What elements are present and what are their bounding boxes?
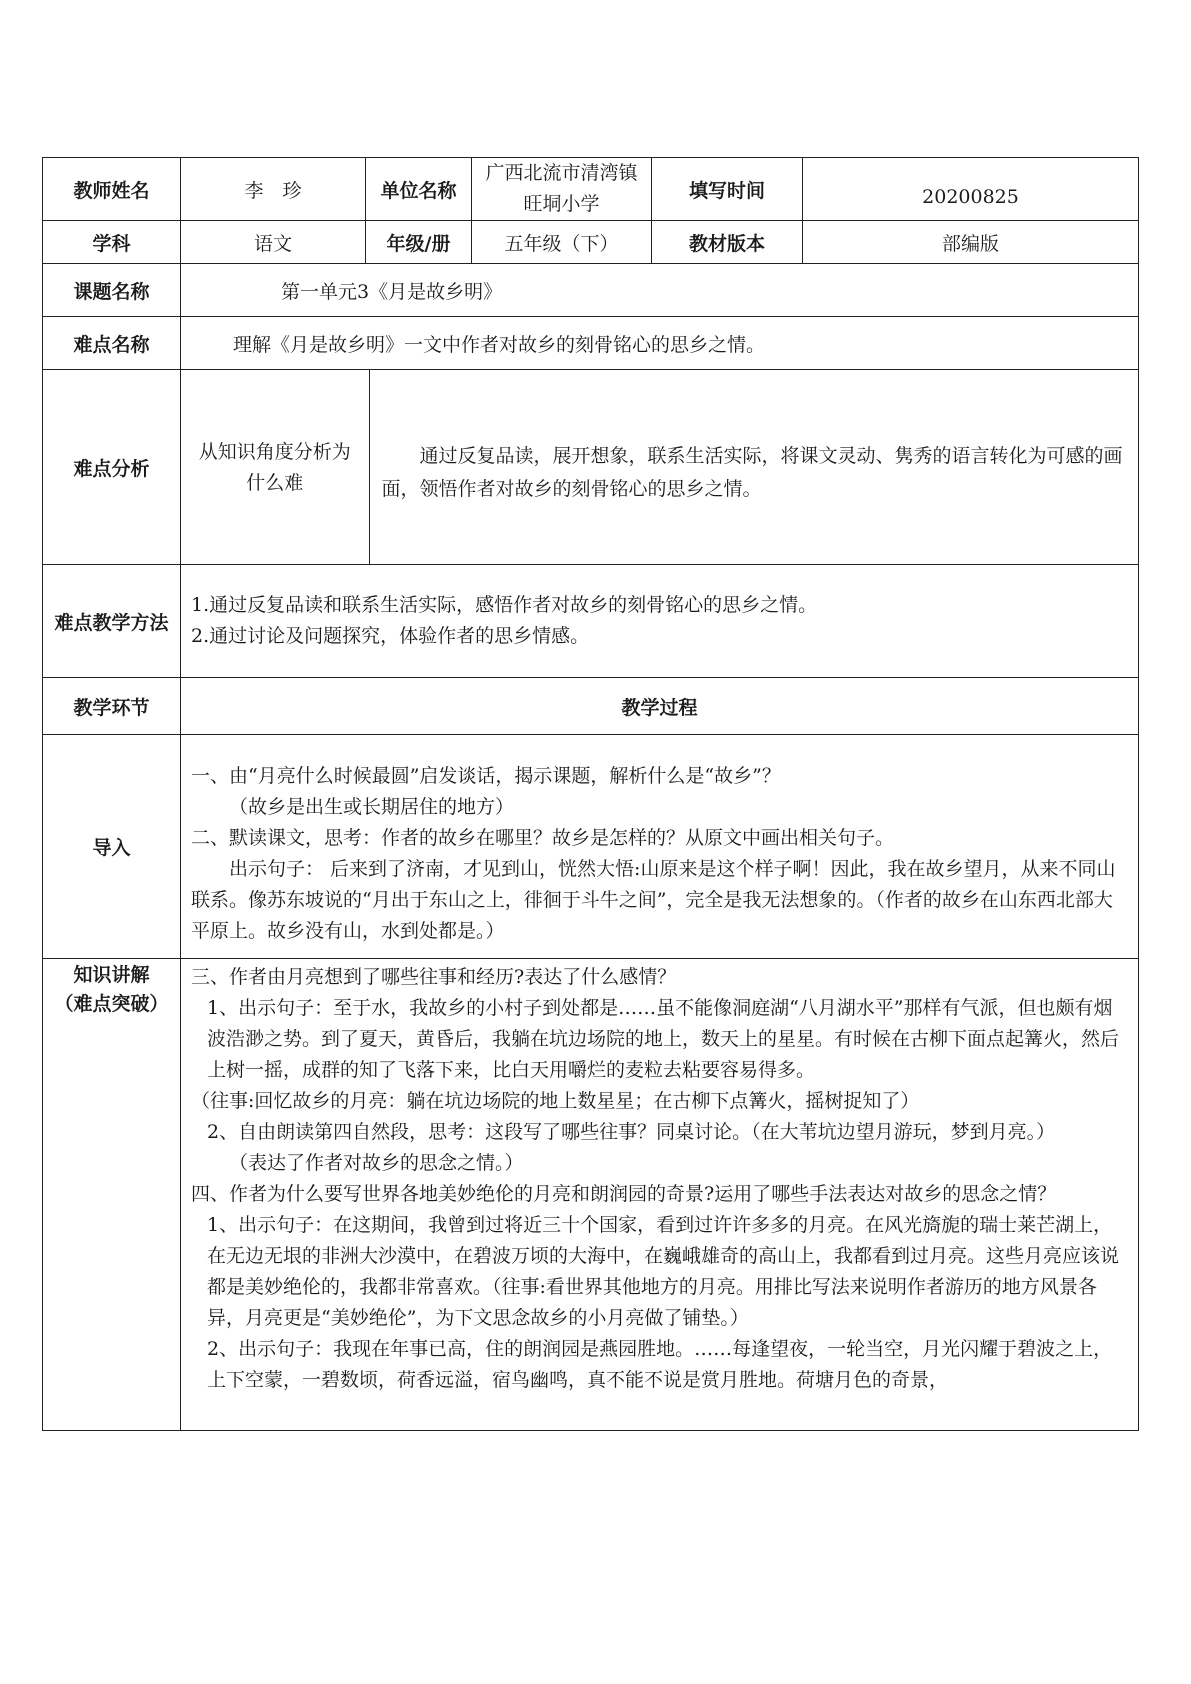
fill-time-value: 20200825 bbox=[922, 186, 1019, 208]
difficulty-value: 理解《月是故乡明》一文中作者对故乡的刻骨铭心的思乡之情。 bbox=[181, 317, 1139, 370]
stage-header: 教学环节 bbox=[43, 678, 181, 735]
topic-label: 课题名称 bbox=[43, 264, 181, 317]
knowledge-paragraph-7: 1、出示句子：在这期间，我曾到过将近三十个国家，看到过许许多多的月亮。在风光旖旎的瑞士莱芒湖上，在无边无垠的非洲大沙漠中，在碧波万顷的大海中，在巍峨雄奇的高山上，我都看到过月亮。这些月亮应该说都是美妙绝伦的，我都非常喜欢。（往事:看世界其他地方的月亮。用排比写法来说明作者游历的地方风景各异，月亮更是“美妙绝伦”，为下文思念故乡的小月亮做了铺垫。） bbox=[207, 1214, 1120, 1329]
method-line-2: 2.通过讨论及问题探究，体验作者的思乡情感。 bbox=[191, 625, 590, 647]
grade-value: 五年级（下） bbox=[472, 221, 652, 264]
knowledge-label-line-2: （难点突破） bbox=[54, 993, 169, 1015]
subject-value: 语文 bbox=[181, 221, 366, 264]
row-method bbox=[43, 565, 1139, 678]
process-header: 教学过程 bbox=[181, 678, 1139, 735]
method-label: 难点教学方法 bbox=[43, 565, 181, 678]
subject-label: 学科 bbox=[43, 221, 181, 264]
intro-cell bbox=[181, 735, 1139, 959]
analysis-inner-table bbox=[181, 370, 1138, 564]
row-subject bbox=[43, 221, 1139, 264]
row-process-header bbox=[43, 678, 1139, 735]
knowledge-label-cell bbox=[43, 959, 181, 1431]
edition-value: 部编版 bbox=[803, 221, 1139, 264]
teacher-label: 教师姓名 bbox=[43, 158, 181, 221]
analysis-sub-label-text: 从知识角度分析为什么难 bbox=[198, 441, 351, 494]
analysis-sub-label bbox=[181, 370, 369, 564]
knowledge-cell bbox=[181, 959, 1139, 1431]
edition-label: 教材版本 bbox=[652, 221, 803, 264]
row-difficulty bbox=[43, 317, 1139, 370]
knowledge-label-line-1: 知识讲解 bbox=[73, 964, 150, 986]
topic-value: 第一单元3《月是故乡明》 bbox=[181, 264, 1139, 317]
difficulty-label: 难点名称 bbox=[43, 317, 181, 370]
analysis-label: 难点分析 bbox=[43, 370, 181, 565]
grade-label: 年级/册 bbox=[366, 221, 472, 264]
intro-paragraph-4: 出示句子： 后来到了济南，才见到山，恍然大悟:山原来是这个样子啊！因此，我在故乡望月，从来不同山联系。像苏东坡说的“月出于东山之上，徘徊于斗牛之间”，完全是我无法想象的。（作者的故乡在山东西北部大平原上。故乡没有山，水到处都是。） bbox=[191, 858, 1116, 942]
knowledge-paragraph-8: 2、出示句子：我现在年事已高，住的朗润园是燕园胜地。……每逢望夜，一轮当空，月光闪耀于碧波之上，上下空蒙，一碧数顷，荷香远溢，宿鸟幽鸣，真不能不说是赏月胜地。荷塘月色的奇景， bbox=[207, 1338, 1113, 1391]
method-line-1: 1.通过反复品读和联系生活实际，感悟作者对故乡的刻骨铭心的思乡之情。 bbox=[191, 594, 818, 616]
fill-time-label: 填写时间 bbox=[652, 158, 803, 221]
lesson-plan-table bbox=[42, 157, 1139, 1431]
intro-paragraph-2: （故乡是出生或长期居住的地方） bbox=[229, 796, 515, 818]
knowledge-paragraph-5: （表达了作者对故乡的思念之情。） bbox=[229, 1152, 524, 1174]
row-analysis bbox=[43, 370, 1139, 565]
unit-label: 单位名称 bbox=[366, 158, 472, 221]
intro-paragraph-3: 二、默读课文，思考：作者的故乡在哪里？故乡是怎样的？从原文中画出相关句子。 bbox=[191, 827, 895, 849]
unit-value: 广西北流市清湾镇旺垌小学 bbox=[472, 158, 652, 221]
analysis-text: 通过反复品读，展开想象，联系生活实际，将课文灵动、隽秀的语言转化为可感的画面，领悟作者对故乡的刻骨铭心的思乡之情。 bbox=[381, 445, 1123, 500]
method-cell bbox=[181, 565, 1139, 678]
knowledge-paragraph-4: 2、自由朗读第四自然段，思考：这段写了哪些往事？同桌讨论。（在大苇坑边望月游玩，梦到月亮。） bbox=[207, 1121, 1056, 1143]
teacher-name: 李 珍 bbox=[181, 158, 366, 221]
row-intro bbox=[43, 735, 1139, 959]
knowledge-paragraph-3: （往事:回忆故乡的月亮：躺在坑边场院的地上数星星；在古柳下点篝火，摇树捉知了） bbox=[191, 1090, 920, 1112]
lesson-plan-sheet bbox=[42, 157, 1138, 1431]
knowledge-paragraph-6: 四、作者为什么要写世界各地美妙绝伦的月亮和朗润园的奇景?运用了哪些手法表达对故乡的思念之情？ bbox=[191, 1183, 1057, 1205]
row-topic bbox=[43, 264, 1139, 317]
row-knowledge bbox=[43, 959, 1139, 1431]
row-teacher bbox=[43, 158, 1139, 221]
intro-label: 导入 bbox=[43, 735, 181, 959]
analysis-cell bbox=[181, 370, 1139, 565]
fill-time-cell bbox=[803, 158, 1139, 221]
intro-paragraph-1: 一、由“月亮什么时候最圆”启发谈话，揭示课题，解析什么是“故乡”？ bbox=[191, 765, 781, 787]
knowledge-paragraph-1: 三、作者由月亮想到了哪些往事和经历?表达了什么感情？ bbox=[191, 966, 677, 988]
knowledge-paragraph-2: 1、出示句子：至于水，我故乡的小村子到处都是……虽不能像洞庭湖“八月湖水平”那样有气派，但也颇有烟波浩渺之势。到了夏天，黄昏后，我躺在坑边场院的地上，数天上的星星。有时候在古柳下面点起篝火，然后上树一摇，成群的知了飞落下来，比白天用嚼烂的麦粒去粘要容易得多。 bbox=[207, 997, 1120, 1081]
